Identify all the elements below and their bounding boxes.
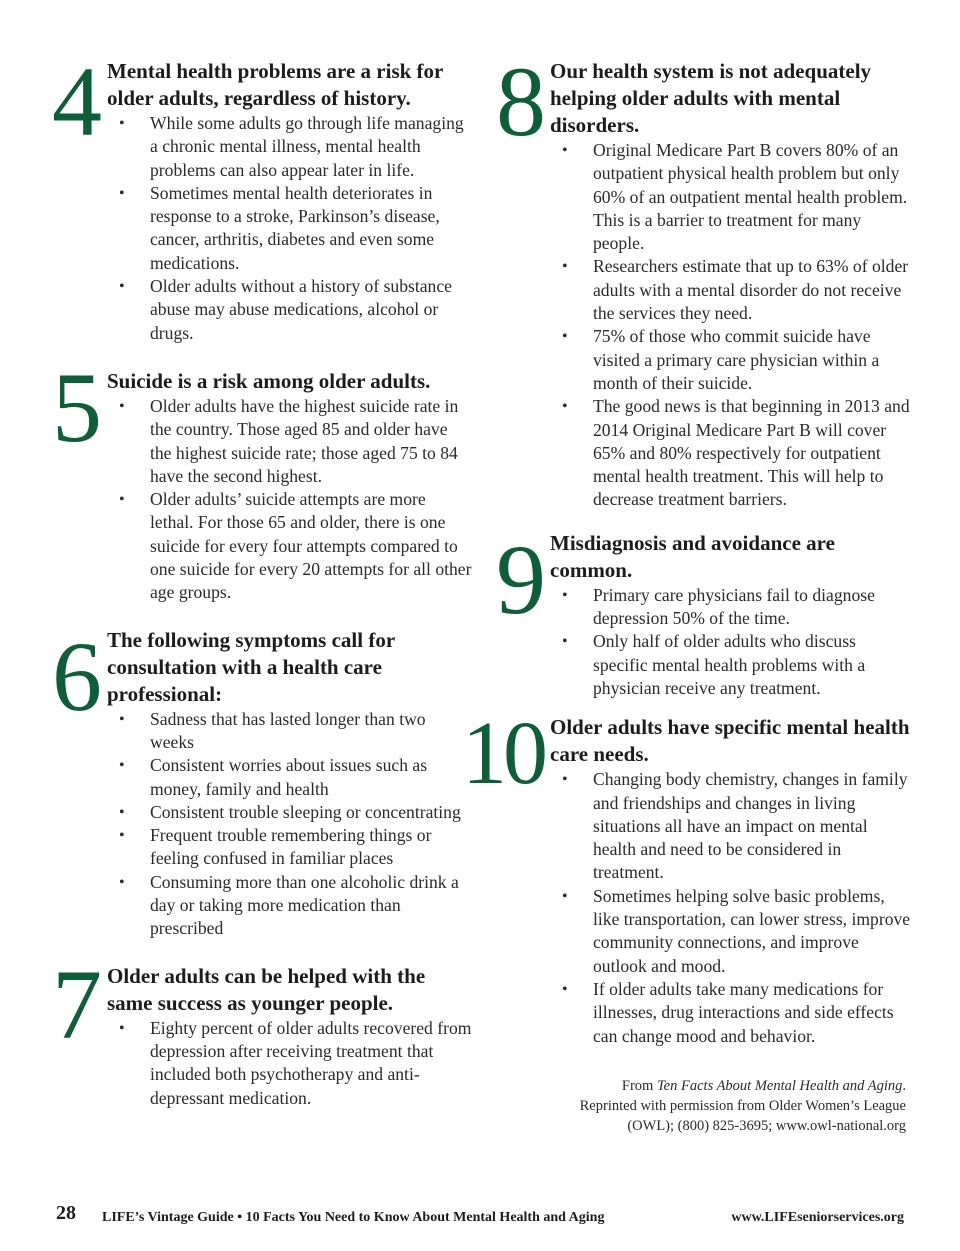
attribution [486,1076,906,1136]
website-url: www.LIFEseniorservices.org [731,1210,904,1225]
fact-heading: Mental health problems are a risk for older adults, regardless of history. [107,59,443,110]
fact-4 [52,46,472,345]
fact-heading: Older adults can be helped with the same success as younger people. [107,963,426,1015]
fact-number: 7 [52,948,102,1060]
bullet-icon: • [119,827,125,845]
bullet-icon: • [119,491,125,509]
list-item: • Older adults without a history of substance abuse may abuse medications, alcohol or drugs. [119,276,452,343]
fact-8 [462,46,912,512]
bullet-icon: • [119,278,125,296]
bullet-icon: • [562,328,568,346]
right-column [462,46,912,1048]
bullet-list [52,112,472,345]
fact-heading: Suicide is a risk among older adults. [107,368,431,393]
fact-heading: The following symptoms call for consultation with a health care professional: [107,627,395,706]
list-item: • Original Medicare Part B covers 80% of an outpatient physical health problem but only 60% of an outpatient mental health problem. This is a barrier to treatment for many people. [562,140,908,254]
fact-10 [462,704,912,1048]
bullet-icon: • [562,771,568,789]
page-number: 28 [56,1202,76,1224]
list-item: • Consistent trouble sleeping or concentrating [150,801,472,824]
bullet-icon: • [119,803,125,821]
attribution-line-3: (OWL); (800) 825-3695; www.owl-national.org [627,1118,906,1134]
fact-6 [52,620,472,941]
list-item: • If older adults take many medications for illnesses, drug interactions and side effects can change mood and behavior. [562,978,894,1046]
list-item: • While some adults go through life managing a chronic mental illness, mental health problems can also appear later in life. [119,113,464,180]
book-title: Ten Facts About Mental Health and Aging [656,1078,903,1094]
fact-5 [52,351,472,605]
list-item: • Only half of older adults who discuss specific mental health problems with a physician receive any treatment. [562,631,866,698]
fact-number: 6 [52,620,102,732]
bullet-icon: • [562,633,568,651]
guide-title: LIFE’s Vintage Guide • 10 Facts You Need to Know About Mental Health and Aging [102,1210,605,1225]
list-item: • 75% of those who commit suicide have visited a primary care physician within a month of their suicide. [562,326,880,393]
list-item: • Frequent trouble remembering things or feeling confused in familiar places [119,825,432,869]
bullet-list [462,768,912,1048]
fact-7 [52,948,472,1110]
list-item: • The good news is that beginning in 2013 and 2014 Original Medicare Part B will cover 65% and 80% respectively for outpatient mental health treatment. This will help to decrease treatment barriers. [562,396,910,510]
bullet-icon: • [119,873,125,891]
bullet-list [52,708,472,941]
bullet-icon: • [562,980,568,998]
bullet-list [52,395,472,605]
bullet-icon: • [119,757,125,775]
bullet-icon: • [562,142,568,159]
fact-number: 9 [496,523,546,635]
bullet-icon: • [119,397,125,415]
bullet-list [52,1017,472,1110]
list-item: • Researchers estimate that up to 63% of older adults with a mental disorder do not receive the services they need. [562,256,909,324]
list-item: • Consuming more than one alcoholic drink a day or taking more medication than prescribed [119,871,459,939]
fact-number: 10 [462,704,544,804]
list-item: • Sadness that has lasted longer than two weeks [119,708,426,752]
bullet-icon: • [562,398,568,416]
list-item: • Older adults have the highest suicide rate in the country. Those aged 85 and older have the highest suicide rate; those aged 75 to 84 have the second highest. [119,395,459,486]
list-item: • Changing body chemistry, changes in family and friendships and changes in living situations all have an impact on mental health and need to be considered in treatment. [562,769,908,883]
fact-9 [462,523,912,700]
list-item: • Sometimes mental health deteriorates in response to a stroke, Parkinson’s disease, cancer, arthritis, diabetes and even some medications. [119,182,440,273]
attribution-line-1: From Ten Facts About Mental Health and Aging. [621,1078,906,1094]
fact-number: 4 [52,46,102,157]
list-item: • Eighty percent of older adults recovered from depression after receiving treatment that included both psychotherapy and anti-depressant medication. [119,1017,472,1108]
fact-heading: Our health system is not adequately helping older adults with mental disorders. [550,59,872,137]
fact-heading: Misdiagnosis and avoidance are common. [550,530,835,582]
list-item: • Primary care physicians fail to diagnose depression 50% of the time. [562,584,875,629]
list-item: • Sometimes helping solve basic problems, like transportation, can lower stress, improve community connections, and improve outlook and mood. [562,885,911,976]
list-item: • Older adults’ suicide attempts are more lethal. For those 65 and older, there is one suicide for every four attempts compared to one suicide for every 20 attempts for all other age groups. [119,489,472,603]
left-column [52,46,472,1110]
fact-heading: Older adults have specific mental health care needs. [550,715,910,767]
bullet-icon: • [562,258,568,276]
bullet-list [462,139,912,512]
fact-number: 8 [496,46,546,157]
bullet-icon: • [119,115,125,132]
fact-number: 5 [52,351,102,463]
attribution-line-2: Reprinted with permission from Older Women’s League [579,1098,906,1114]
bullet-icon: • [119,184,125,202]
bullet-icon: • [562,586,568,604]
bullet-icon: • [119,1019,125,1037]
bullet-icon: • [119,710,125,728]
bullet-icon: • [562,887,568,905]
list-item: • Consistent worries about issues such as money, family and health [119,755,428,799]
